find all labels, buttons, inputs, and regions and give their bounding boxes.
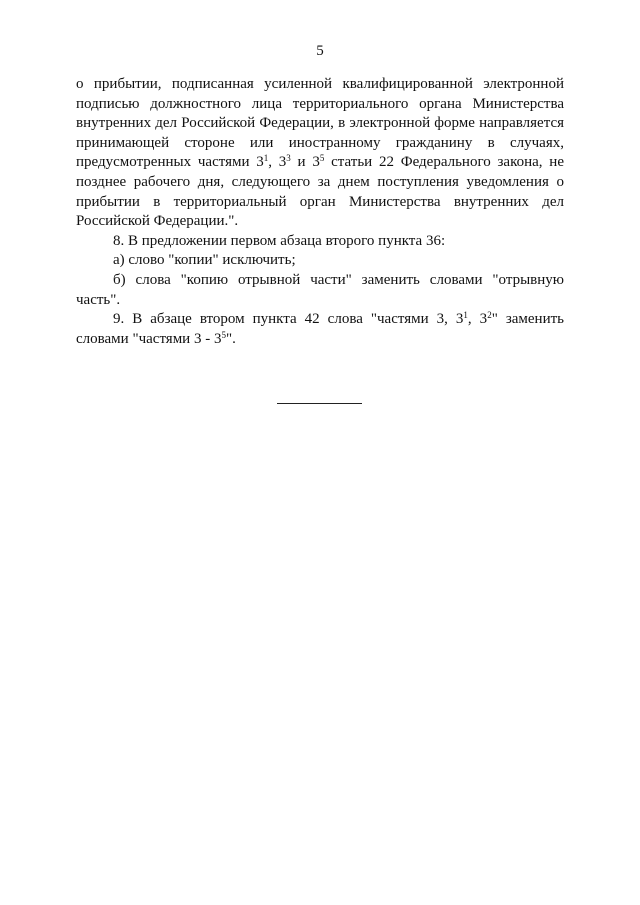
text-segment: статьи 22 Федерального закона, не позднее рабочего дня, следующего за днем поступления уведомления о прибытии в территориальный орган Министерства внутренних дел Российской Федерации.". [76, 154, 564, 230]
text-segment: и 3 [290, 154, 320, 171]
page-number: 5 [316, 43, 324, 59]
superscript: 2 [487, 310, 492, 321]
paragraph-item-9 [76, 310, 564, 349]
text-segment: ". [225, 330, 236, 347]
text-segment: , 3 [467, 311, 488, 328]
superscript: 1 [263, 153, 269, 164]
paragraph-subitem-a: а) слово "копии" исключить; [113, 252, 296, 269]
superscript: 3 [286, 153, 291, 164]
paragraph-subitem-b: б) слова "копию отрывной части" заменить словами "отрывную часть". [76, 271, 564, 308]
superscript: 5 [221, 329, 226, 340]
text-segment: " заменить словами "частями 3 - 3 [76, 311, 565, 347]
superscript: 5 [319, 153, 325, 164]
text-segment: , 3 [268, 154, 287, 171]
paragraph-item-8: 8. В предложении первом абзаца второго пункта 36: [113, 232, 446, 249]
text-segment: 9. В абзаце втором пункта 42 слова "частями 3, 3 [113, 311, 464, 328]
end-of-document-rule [277, 403, 362, 404]
text-segment: о прибытии, подписанная усиленной квалифицированной электронной подписью должностного лица территориального органа Министерства внутренних дел Российской Федерации, в электронной форме направляется принимающей стороне или иностранному гражданину в случаях, предусмотренных частями 3 [76, 76, 564, 171]
document-body [76, 75, 564, 349]
paragraph-continuation [76, 75, 564, 232]
superscript: 1 [463, 310, 468, 321]
